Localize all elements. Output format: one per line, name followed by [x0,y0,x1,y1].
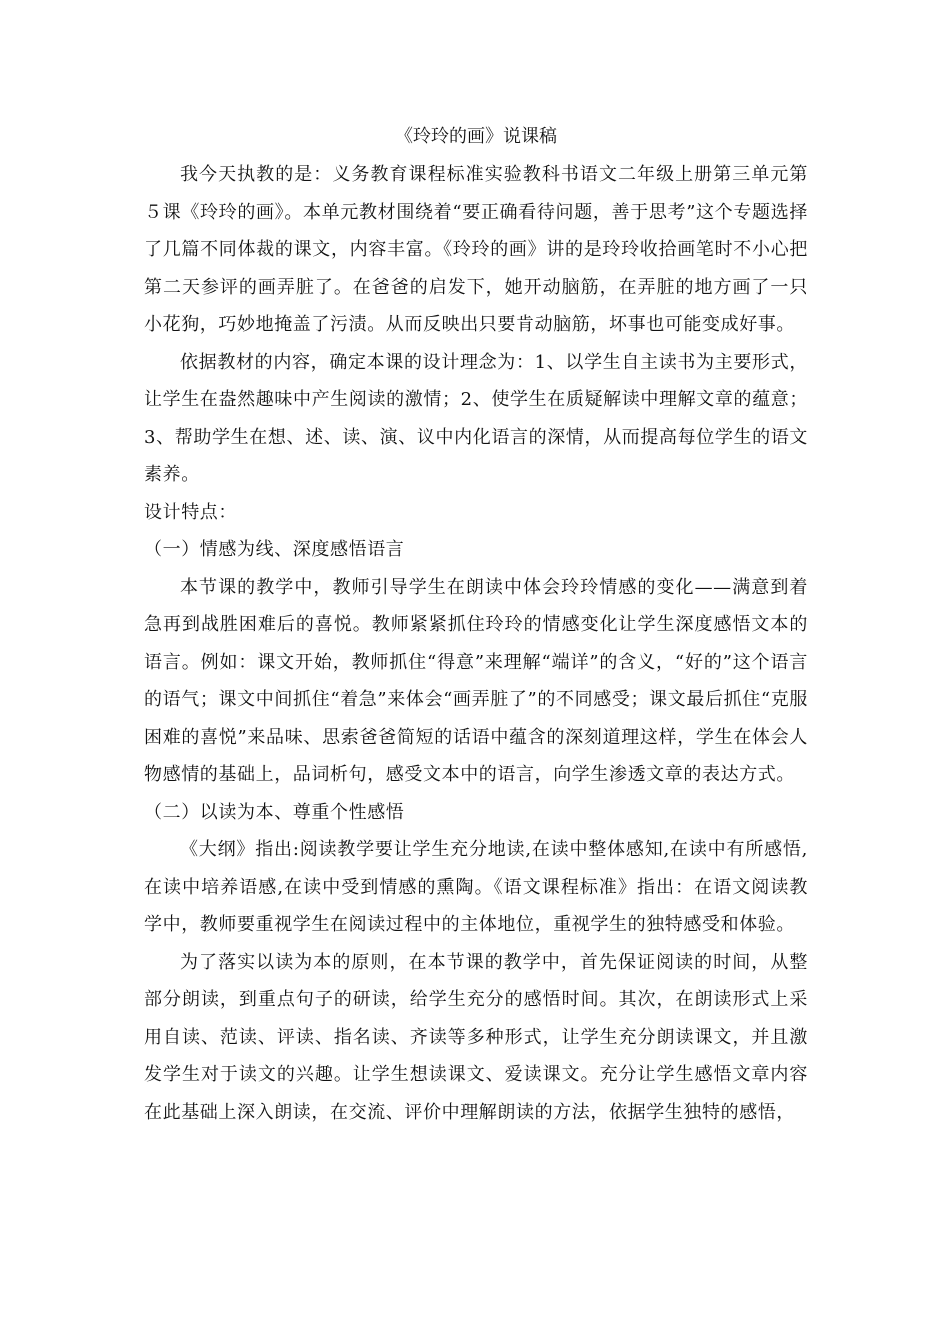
document-title: 《玲玲的画》说课稿 [395,126,557,147]
section2-heading: （二）以读为本、尊重个性感悟 [144,801,405,823]
section2-paragraph-1: 《大纲》指出:阅读教学要让学生充分地读,在读中整体感知,在读中有所感悟,在读中培养语感,在读中受到情感的熏陶。《语文课程标准》指出：在语文阅读教学中，教师要重视学生在阅读过程中的主体地位，重视学生的独特感受和体验。 [144,839,808,935]
intro-paragraph: 我今天执教的是：义务教育课程标准实验教科书语文二年级上册第三单元第５课《玲玲的画》。本单元教材围绕着“要正确看待问题，善于思考”这个专题选择了几篇不同体裁的课文，内容丰富。《玲玲的画》讲的是玲玲收拾画笔时不小心把第二天参评的画弄脏了。在爸爸的启发下，她开动脑筋，在弄脏的地方画了一只小花狗，巧妙地掩盖了污渍。从而反映出只要肯动脑筋，坏事也可能变成好事。 [144,164,808,335]
section1-paragraph: 本节课的教学中，教师引导学生在朗读中体会玲玲情感的变化——满意到着急再到战胜困难后的喜悦。教师紧紧抓住玲玲的情感变化让学生深度感悟文本的语言。例如：课文开始，教师抓住“得意”来理解“端详”的含义，“好的”这个语言的语气；课文中间抓住“着急”来体会“画弄脏了”的不同感受；课文最后抓住“克服困难的喜悦”来品味、思索爸爸简短的话语中蕴含的深刻道理这样，学生在体会人物感情的基础上，品词析句，感受文本中的语言，向学生渗透文章的表达方式。 [144,576,808,785]
section1-heading: （一）情感为线、深度感悟语言 [144,539,405,560]
document-page [144,118,808,1131]
features-heading: 设计特点： [144,501,237,523]
concept-paragraph: 依据教材的内容，确定本课的设计理念为：1、以学生自主读书为主要形式，让学生在盎然趣味中产生阅读的激情；2、使学生在质疑解读中理解文章的蕴意；3、帮助学生在想、述、读、演、议中内化语言的深情，从而提高每位学生的语文素养。 [144,351,808,485]
section2-paragraph-2: 为了落实以读为本的原则，在本节课的教学中，首先保证阅读的时间，从整部分朗读，到重点句子的研读，给学生充分的感悟时间。其次，在朗读形式上采用自读、范读、评读、指名读、齐读等多种形式，让学生充分朗读课文，并且激发学生对于读文的兴趣。让学生想读课文、爱读课文。充分让学生感悟文章内容在此基础上深入朗读，在交流、评价中理解朗读的方法，依据学生独特的感悟， [144,951,808,1123]
